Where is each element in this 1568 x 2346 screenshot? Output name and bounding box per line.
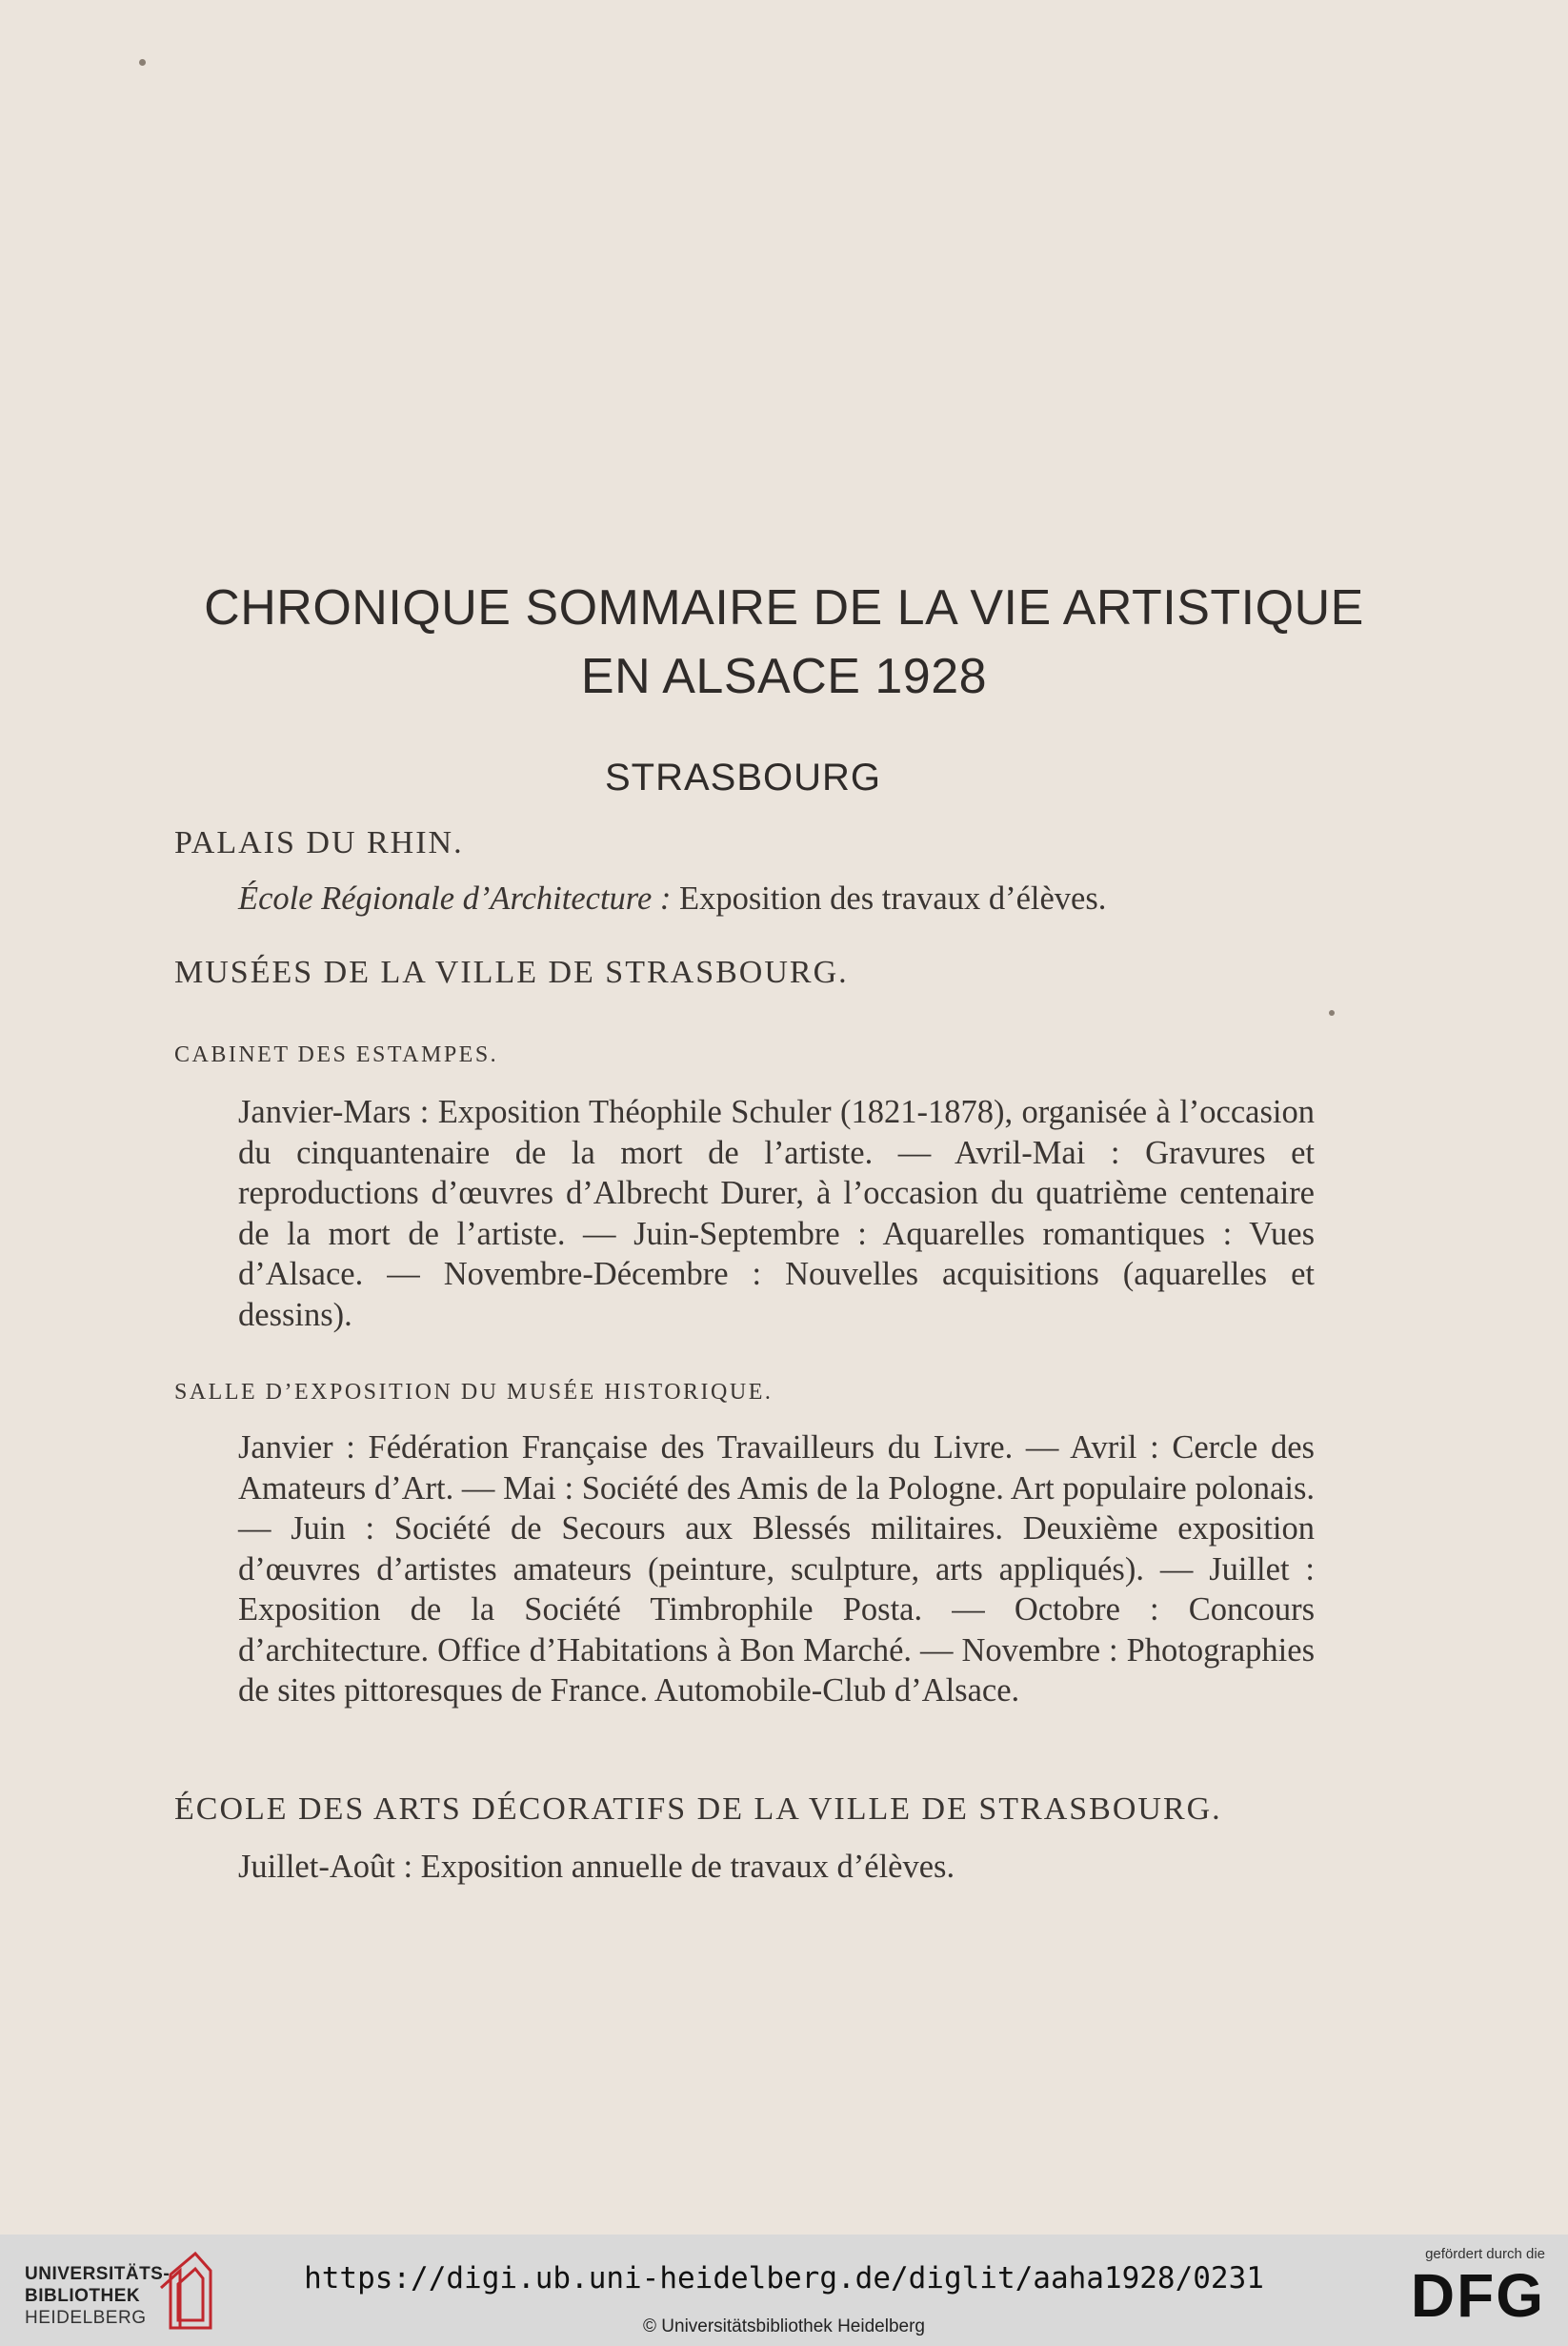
page-title-line-1: CHRONIQUE SOMMAIRE DE LA VIE ARTISTIQUE — [204, 580, 1364, 636]
subheading-cabinet: CABINET DES ESTAMPES. — [174, 1042, 499, 1067]
palais-entry-text: Exposition des travaux d’élèves. — [671, 880, 1107, 917]
palais-entry — [238, 880, 1106, 918]
salle-paragraph: Janvier : Fédération Française des Travailleurs du Livre. — Avril : Cercle des Amateurs d’Art. — Mai : Société des Amis de la Pologne. Art populaire polonais. — Juin : Société de Secours aux Blessés militaires. Deuxième exposition d’œuvres d’artistes amateurs (peinture, sculpture, arts appliqués). — Juillet : Exposition de la Société Timbrophile Posta. — Octobre : Concours d’architecture. Office d’Habitations à Bon Marché. — Novembre : Photographies de sites pittoresques de France. Automobile-Club d’Alsace. — [238, 1429, 1315, 1709]
cabinet-paragraph: Janvier-Mars : Exposition Théophile Schuler (1821-1878), organisée à l’occasion du cinquantenaire de la mort de l’artiste. — Avril-Mai : Gravures et reproductions d’œuvres d’Albrecht Durer, à l’occasion du quatrième centenaire de la mort de l’artiste. — Juin-Septembre : Aquarelles romantiques : Vues d’Alsace. — Novembre-Décembre : Nouvelles acquisitions (aquarelles et dessins). — [238, 1094, 1315, 1333]
funder-logo-text: DFG — [1410, 2261, 1545, 2330]
copyright-notice: © Universitätsbibliothek Heidelberg — [643, 2316, 925, 2336]
page-title-line-2: EN ALSACE 1928 — [580, 649, 988, 704]
library-name-line-3: HEIDELBERG — [25, 2308, 147, 2328]
footer-bar — [0, 2235, 1568, 2346]
library-name-line-2: BIBLIOTHEK — [25, 2286, 141, 2306]
palais-entry-institution: École Régionale d’Architecture : — [238, 880, 672, 917]
subheading-salle: SALLE D’EXPOSITION DU MUSÉE HISTORIQUE. — [174, 1380, 774, 1405]
section-heading-palais: PALAIS DU RHIN. — [174, 825, 464, 860]
library-name-line-1: UNIVERSITÄTS- — [25, 2264, 171, 2284]
section-heading-ecole: ÉCOLE DES ARTS DÉCORATIFS DE LA VILLE DE STRASBOURG. — [174, 1791, 1222, 1827]
funder-note: gefördert durch die — [1425, 2246, 1545, 2262]
city-heading: STRASBOURG — [604, 757, 882, 799]
paper-speck — [139, 59, 146, 66]
paper-speck — [1329, 1010, 1335, 1016]
document-url-link[interactable]: https://digi.ub.uni-heidelberg.de/diglit/aaha1928/0231 — [304, 2261, 1264, 2295]
ecole-entry: Juillet-Août : Exposition annuelle de travaux d’élèves. — [238, 1849, 955, 1885]
funder-logo[interactable] — [1411, 2246, 1545, 2329]
section-heading-musees: MUSÉES DE LA VILLE DE STRASBOURG. — [174, 955, 849, 990]
